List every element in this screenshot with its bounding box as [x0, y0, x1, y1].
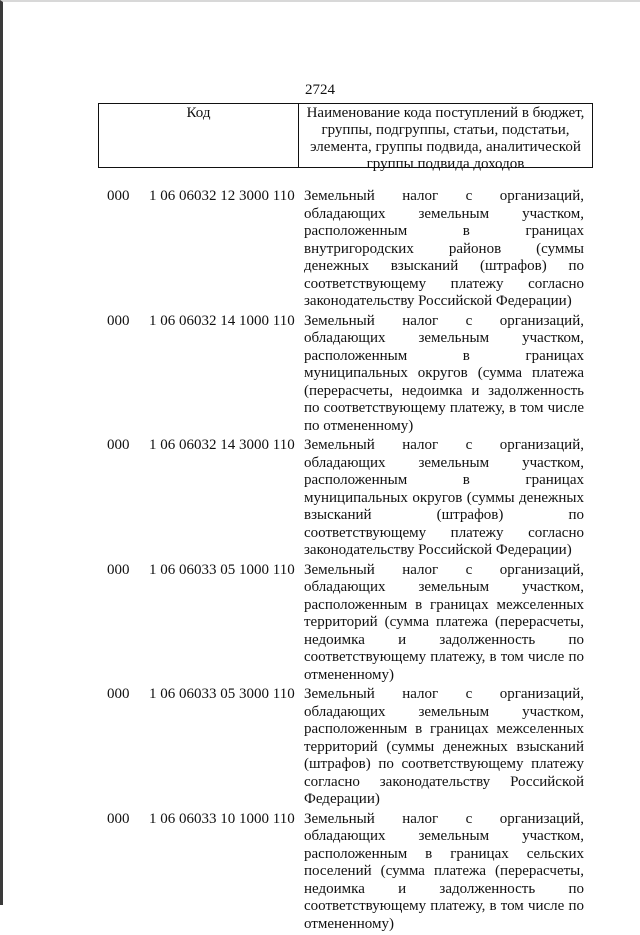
- code-description: Земельный налог с организаций, обладающих земельным участком, расположенным в границах муниципальных округов (суммы денежных взысканий (штрафов) по соответствующему платежу согласно законодательству Российской Федерации): [304, 437, 584, 562]
- budget-code: 1 06 06032 12 3000 110: [149, 188, 295, 206]
- table-row: [0, 562, 640, 687]
- table-row: [0, 811, 640, 935]
- header-code-column: Код: [99, 104, 299, 167]
- table-header: [98, 103, 593, 168]
- header-name-column: Наименование кода поступлений в бюджет, группы, подгруппы, статьи, подстатьи, элемента, группы подвида, аналитической группы подвида доходов: [299, 104, 592, 167]
- budget-code: 1 06 06033 05 3000 110: [149, 686, 295, 704]
- table-row: [0, 437, 640, 562]
- admin-code: 000: [107, 686, 130, 704]
- table-row: [0, 188, 640, 313]
- code-description: Земельный налог с организаций, обладающих земельным участком, расположенным в границах межселенных территорий (сумма платежа (перерасчеты, недоимка и задолженность по соответствующему платежу, в том числе по отмененному): [304, 562, 584, 687]
- table-row: [0, 313, 640, 438]
- admin-code: 000: [107, 437, 130, 455]
- admin-code: 000: [107, 188, 130, 206]
- table-row: [0, 686, 640, 811]
- admin-code: 000: [107, 313, 130, 331]
- admin-code: 000: [107, 811, 130, 829]
- page-number: 2724: [0, 82, 640, 99]
- budget-code: 1 06 06032 14 1000 110: [149, 313, 295, 331]
- code-description: Земельный налог с организаций, обладающих земельным участком, расположенным в границах межселенных территорий (суммы денежных взысканий (штрафов) по соответствующему платежу согласно законодательству Российской Федерации): [304, 686, 584, 811]
- budget-code: 1 06 06033 10 1000 110: [149, 811, 295, 829]
- code-description: Земельный налог с организаций, обладающих земельным участком, расположенным в границах сельских поселений (сумма платежа (перерасчеты, недоимка и задолженность по соответствующему платежу, в том числе по отмененному): [304, 811, 584, 935]
- budget-code: 1 06 06032 14 3000 110: [149, 437, 295, 455]
- code-description: Земельный налог с организаций, обладающих земельным участком, расположенным в границах муниципальных округов (сумма платежа (перерасчеты, недоимка и задолженность по соответствующему платежу, в том числе по отмененному): [304, 313, 584, 438]
- budget-code: 1 06 06033 05 1000 110: [149, 562, 295, 580]
- code-description: Земельный налог с организаций, обладающих земельным участком, расположенным в границах внутригородских районов (суммы денежных взысканий (штрафов) по соответствующему платежу согласно законодательству Российской Федерации): [304, 188, 584, 313]
- table-body: [0, 188, 640, 935]
- admin-code: 000: [107, 562, 130, 580]
